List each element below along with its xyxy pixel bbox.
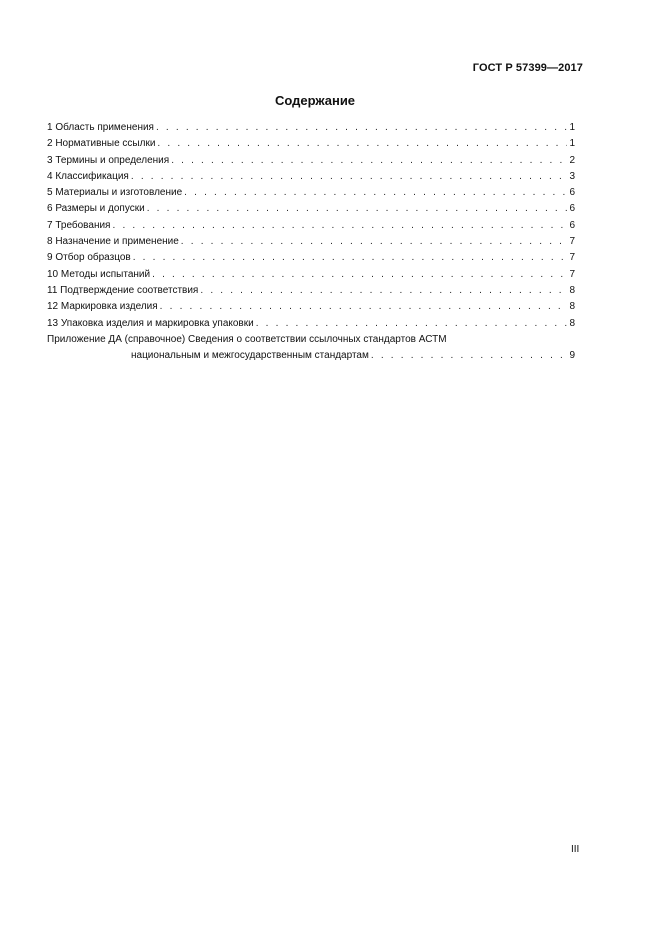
standard-identifier: ГОСТ Р 57399—2017	[472, 62, 583, 74]
toc-entry-label: 11 Подтверждение соответствия	[47, 284, 199, 296]
toc-entry[interactable]	[47, 250, 575, 266]
toc-entry-label: 4 Классификация	[47, 170, 129, 182]
toc-entry-label: 13 Упаковка изделия и маркировка упаковки	[47, 317, 254, 329]
leader-dots	[160, 299, 568, 315]
toc-entry[interactable]	[47, 283, 575, 299]
appendix-title-line1: Приложение ДА (справочное) Сведения о соответствии ссылочных стандартов АСТМ	[47, 333, 447, 345]
toc-entry-page: 8	[569, 301, 575, 313]
toc-entry-page: 7	[569, 268, 575, 280]
leader-dots	[184, 185, 567, 201]
toc-entry-label: 2 Нормативные ссылки	[47, 138, 156, 150]
toc-entry[interactable]	[47, 267, 575, 283]
toc-entry-label: 10 Методы испытаний	[47, 268, 151, 280]
toc-entry-label: 6 Размеры и допуски	[47, 203, 145, 215]
toc-entry[interactable]	[47, 185, 575, 201]
leader-dots	[371, 348, 568, 364]
toc-entry-page: 3	[569, 170, 575, 182]
appendix-title-line2: национальным и межгосударственным стандартам	[131, 350, 369, 362]
toc-entry-label: 1 Область применения	[47, 122, 154, 133]
toc-entry-page: 6	[569, 219, 575, 231]
toc-entry-page: 8	[569, 284, 575, 296]
leader-dots	[256, 316, 568, 332]
table-of-contents	[47, 120, 575, 364]
page-number: III	[571, 844, 580, 855]
leader-dots	[200, 283, 567, 299]
appendix-title-line2-row	[47, 348, 575, 364]
toc-entry-label: 12 Маркировка изделия	[47, 301, 158, 313]
toc-entry[interactable]	[47, 136, 575, 152]
appendix-page: 9	[569, 350, 575, 362]
toc-entry[interactable]	[47, 234, 575, 250]
toc-entry-label: 7 Требования	[47, 219, 111, 231]
toc-entry[interactable]	[47, 120, 575, 136]
toc-entry[interactable]	[47, 153, 575, 169]
toc-entry-page: 1	[569, 122, 575, 133]
toc-entry[interactable]	[47, 299, 575, 315]
toc-entry-page: 1	[569, 138, 575, 150]
toc-entry-page: 8	[569, 317, 575, 329]
toc-appendix-entry[interactable]	[47, 332, 575, 365]
leader-dots	[152, 267, 567, 283]
toc-entry-page: 6	[569, 203, 575, 215]
toc-entry-page: 7	[569, 236, 575, 248]
toc-entry-page: 2	[569, 154, 575, 166]
toc-entry[interactable]	[47, 169, 575, 185]
leader-dots	[133, 250, 568, 266]
leader-dots	[157, 136, 567, 152]
toc-entry-label: 3 Термины и определения	[47, 154, 170, 166]
leader-dots	[171, 153, 567, 169]
toc-entry-label: 5 Материалы и изготовление	[47, 187, 183, 199]
toc-entry-label: 9 Отбор образцов	[47, 252, 131, 264]
toc-entry-page: 7	[569, 252, 575, 264]
toc-entry[interactable]	[47, 316, 575, 332]
toc-entry-label: 8 Назначение и применение	[47, 236, 179, 248]
toc-title: Содержание	[274, 93, 356, 108]
leader-dots	[156, 120, 567, 136]
toc-entry[interactable]	[47, 218, 575, 234]
toc-entry-page: 6	[569, 187, 575, 199]
leader-dots	[181, 234, 568, 250]
leader-dots	[147, 201, 568, 217]
toc-entry[interactable]	[47, 201, 575, 217]
leader-dots	[131, 169, 568, 185]
leader-dots	[112, 218, 567, 234]
